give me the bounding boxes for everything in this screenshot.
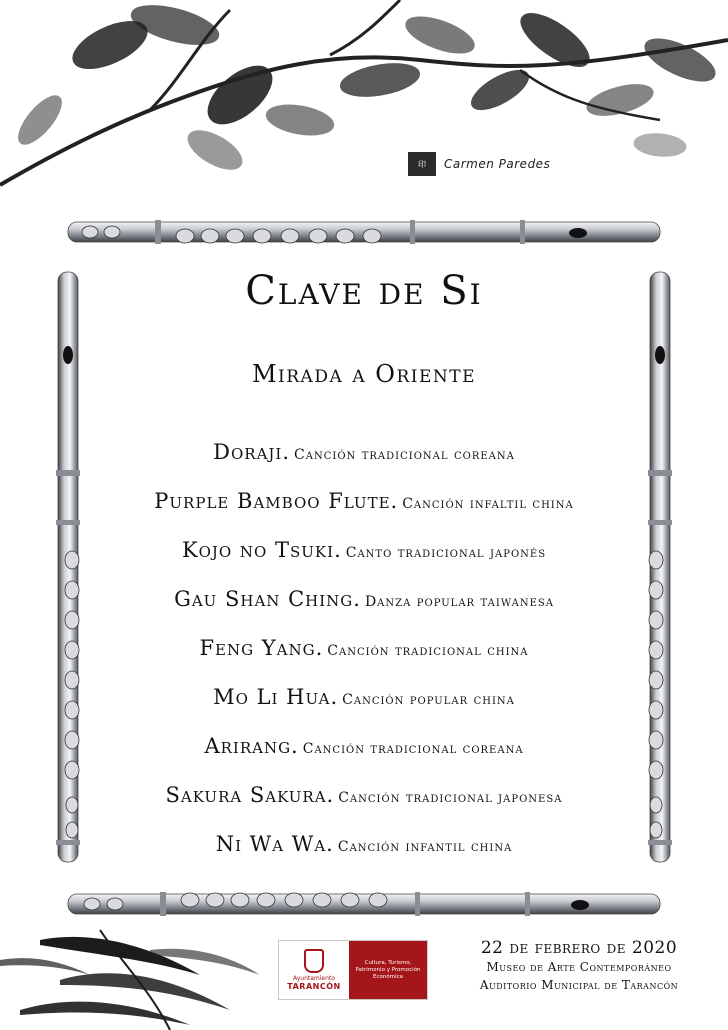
piece-title: Arirang. xyxy=(204,734,299,758)
artist-signature xyxy=(408,152,550,176)
flute-top-icon xyxy=(68,220,660,244)
logo-department: Cultura, Turismo, Patrimonio y Promoción Económica xyxy=(349,941,427,999)
piece-description: Canción tradicional china xyxy=(327,643,529,659)
event-venue-line2: Auditorio Municipal de Tarancón xyxy=(479,978,679,992)
ink-branch-painting-icon xyxy=(0,0,728,185)
logo-town-name: TARANCÓN xyxy=(287,982,341,991)
program-item xyxy=(90,581,638,630)
event-date: 22 de febrero de 2020 xyxy=(480,938,678,958)
program-item xyxy=(90,826,638,875)
piece-title: Ni Wa Wa. xyxy=(215,832,334,856)
program-item xyxy=(90,630,638,679)
artist-seal-icon: 印 xyxy=(408,152,436,176)
piece-description: Canción tradicional japonesa xyxy=(338,790,563,806)
concert-title: Clave de Si xyxy=(245,268,483,314)
flute-bottom-icon xyxy=(68,892,660,916)
piece-title: Doraji. xyxy=(213,440,291,464)
concert-subtitle: Mirada a Oriente xyxy=(251,360,477,388)
piece-title: Gau Shan Ching. xyxy=(174,587,361,611)
program-item xyxy=(90,728,638,777)
program-item xyxy=(90,679,638,728)
piece-description: Canto tradicional japonés xyxy=(345,545,547,561)
event-venue-line1: Museo de Arte Contemporáneo xyxy=(486,960,672,974)
signature-text: Carmen Paredes xyxy=(444,157,551,171)
piece-description: Danza popular taiwanesa xyxy=(364,594,554,610)
piece-description: Canción infantil china xyxy=(337,839,513,855)
piece-description: Canción tradicional coreana xyxy=(302,741,524,757)
piece-description: Canción tradicional coreana xyxy=(294,447,515,463)
piece-title: Mo Li Hua. xyxy=(213,685,339,709)
piece-title: Sakura Sakura. xyxy=(165,783,335,807)
piece-title: Kojo no Tsuki. xyxy=(181,538,342,562)
logo-crest-panel xyxy=(279,941,349,999)
piece-title: Feng Yang. xyxy=(199,636,324,660)
bamboo-leaves-painting-icon xyxy=(0,930,260,1030)
event-info xyxy=(434,938,724,994)
program-item xyxy=(90,532,638,581)
town-crest-icon xyxy=(304,949,324,973)
piece-title: Purple Bamboo Flute. xyxy=(154,489,399,513)
tarancon-logo xyxy=(278,940,428,1000)
program-list xyxy=(90,434,638,875)
logo-ayuntamiento: Ayuntamiento xyxy=(293,975,335,982)
program-item xyxy=(90,777,638,826)
piece-description: Canción popular china xyxy=(342,692,515,708)
piece-description: Canción infaltil china xyxy=(402,496,574,512)
program-item xyxy=(90,434,638,483)
program-item xyxy=(90,483,638,532)
